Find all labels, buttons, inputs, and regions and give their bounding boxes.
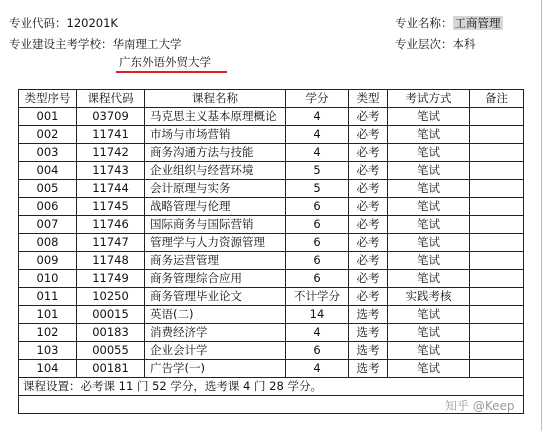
course-summary: 课程设置：必考课 11 门 52 学分，选考课 4 门 28 学分。 [19,378,524,396]
table-cell: 企业会计学 [145,342,286,360]
table-cell: 4 [286,360,349,378]
table-cell [470,108,524,126]
table-cell: 必考 [349,198,388,216]
table-cell: 11743 [77,162,145,180]
table-cell: 6 [286,342,349,360]
table-cell: 商务管理综合应用 [145,270,286,288]
table-cell: 必考 [349,162,388,180]
major-level: 专业层次：本科 [395,37,476,51]
table-cell: 4 [286,144,349,162]
table-cell: 马克思主义基本原理概论 [145,108,286,126]
table-cell: 004 [19,162,77,180]
table-row [19,342,524,360]
table-cell: 选考 [349,324,388,342]
table-row [19,306,524,324]
main-school: 专业建设主考学校：华南理工大学 [9,37,182,51]
table-cell: 11746 [77,216,145,234]
table-cell: 商务沟通方法与技能 [145,144,286,162]
table-cell: 必考 [349,270,388,288]
table-cell: 必考 [349,252,388,270]
table-cell: 实践考核 [388,288,470,306]
table-cell: 笔试 [388,126,470,144]
table-cell: 笔试 [388,198,470,216]
table-cell [470,360,524,378]
table-cell: 005 [19,180,77,198]
table-row [19,234,524,252]
col-header: 类型 [349,90,388,108]
table-cell: 103 [19,342,77,360]
table-cell: 007 [19,216,77,234]
table-cell: 03709 [77,108,145,126]
table-row [19,288,524,306]
table-cell: 010 [19,270,77,288]
table-cell [470,144,524,162]
table-cell: 00015 [77,306,145,324]
table-cell: 消费经济学 [145,324,286,342]
table-cell [470,234,524,252]
table-cell: 102 [19,324,77,342]
table-cell [470,252,524,270]
table-cell: 笔试 [388,306,470,324]
table-cell: 笔试 [388,342,470,360]
table-row [19,360,524,378]
table-cell: 001 [19,108,77,126]
table-cell: 笔试 [388,324,470,342]
table-cell [470,198,524,216]
course-table [18,89,524,414]
table-cell: 4 [286,126,349,144]
table-cell: 战略管理与伦理 [145,198,286,216]
col-header: 类型序号 [19,90,77,108]
table-cell: 笔试 [388,270,470,288]
table-cell: 011 [19,288,77,306]
table-cell: 10250 [77,288,145,306]
major-code: 专业代码：120201K [9,16,118,30]
table-cell: 必考 [349,126,388,144]
table-cell [470,270,524,288]
table-cell: 5 [286,180,349,198]
page-edge-line [541,0,542,431]
table-cell: 11745 [77,198,145,216]
table-cell: 5 [286,162,349,180]
table-cell: 11747 [77,234,145,252]
table-cell [470,216,524,234]
table-row [19,252,524,270]
table-cell: 6 [286,252,349,270]
table-cell: 会计原理与实务 [145,180,286,198]
table-cell: 商务管理毕业论文 [145,288,286,306]
table-cell [470,306,524,324]
table-cell: 11748 [77,252,145,270]
col-header: 考试方式 [388,90,470,108]
table-cell [470,324,524,342]
major-name-value: 工商管理 [454,16,501,30]
table-cell [470,180,524,198]
table-cell: 笔试 [388,144,470,162]
table-cell [470,342,524,360]
table-cell: 4 [286,324,349,342]
table-row [19,144,524,162]
major-name-label: 专业名称： [395,16,453,30]
table-cell: 4 [286,108,349,126]
table-row [19,270,524,288]
table-cell: 11749 [77,270,145,288]
table-cell: 11744 [77,180,145,198]
table-cell: 英语(二) [145,306,286,324]
table-cell: 笔试 [388,162,470,180]
table-cell: 002 [19,126,77,144]
table-header-row [19,90,524,108]
note-row [19,378,524,396]
watermark: 知乎 @Keep [445,399,515,413]
red-underline [116,71,227,73]
table-row [19,162,524,180]
table-row [19,216,524,234]
table-row [19,324,524,342]
table-cell: 笔试 [388,108,470,126]
table-cell: 选考 [349,306,388,324]
table-cell: 008 [19,234,77,252]
table-cell [470,126,524,144]
table-cell: 104 [19,360,77,378]
table-cell: 商务运营管理 [145,252,286,270]
table-cell: 00181 [77,360,145,378]
table-cell: 管理学与人力资源管理 [145,234,286,252]
table-cell: 101 [19,306,77,324]
table-cell: 必考 [349,108,388,126]
table-cell: 必考 [349,180,388,198]
table-cell: 006 [19,198,77,216]
table-cell: 必考 [349,216,388,234]
table-cell [470,162,524,180]
table-cell: 笔试 [388,252,470,270]
table-cell: 选考 [349,360,388,378]
col-header: 备注 [470,90,524,108]
table-cell: 市场与市场营销 [145,126,286,144]
table-cell: 笔试 [388,360,470,378]
col-header: 课程代码 [77,90,145,108]
col-header: 学分 [286,90,349,108]
table-cell: 广告学(一) [145,360,286,378]
table-cell: 003 [19,144,77,162]
table-cell: 6 [286,234,349,252]
table-cell: 不计学分 [286,288,349,306]
table-row [19,198,524,216]
table-cell: 00055 [77,342,145,360]
table-cell: 必考 [349,234,388,252]
table-cell: 笔试 [388,216,470,234]
major-name [395,16,503,30]
table-row [19,180,524,198]
table-cell: 6 [286,198,349,216]
table-cell: 11741 [77,126,145,144]
col-header: 课程名称 [145,90,286,108]
table-row [19,108,524,126]
table-cell: 必考 [349,288,388,306]
table-cell: 11742 [77,144,145,162]
table-cell: 笔试 [388,234,470,252]
table-cell: 选考 [349,342,388,360]
table-cell [470,288,524,306]
table-cell: 00183 [77,324,145,342]
table-cell: 国际商务与国际营销 [145,216,286,234]
table-cell: 009 [19,252,77,270]
table-cell: 6 [286,270,349,288]
table-cell: 必考 [349,144,388,162]
table-row [19,126,524,144]
co-school: 广东外语外贸大学 [119,55,211,69]
table-cell: 笔试 [388,180,470,198]
table-cell: 企业组织与经营环境 [145,162,286,180]
table-cell: 14 [286,306,349,324]
table-cell: 6 [286,216,349,234]
